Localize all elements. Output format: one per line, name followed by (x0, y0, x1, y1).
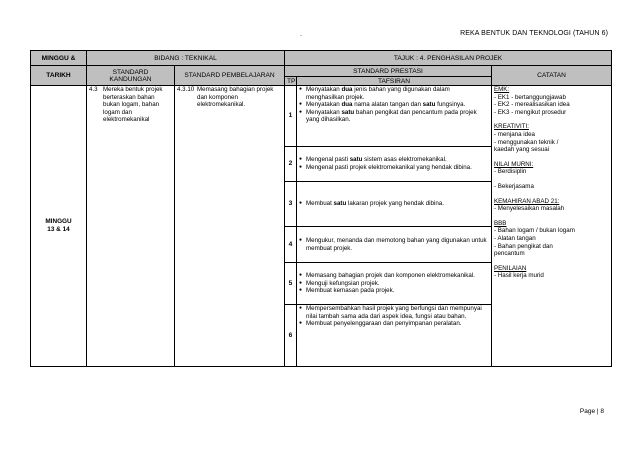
nilai-item: - Berdisiplin (494, 168, 527, 176)
tafsiran-text: nama alatan tangan dan (352, 101, 423, 109)
tafsiran-text: Membuat (306, 200, 334, 208)
bidang-header: BIDANG : TEKNIKAL (87, 51, 285, 66)
standard-kandungan-cell (87, 86, 175, 367)
tafsiran-emphasis: dua (341, 101, 353, 109)
tafsiran-text: bahan pengikat dan pencantum pada projek yang dihasilkan. (306, 108, 477, 124)
tafsiran-item (299, 109, 489, 124)
tp-level: 2 (285, 147, 297, 182)
standard-pembelajaran-header: STANDARD PEMBELAJARAN (175, 66, 285, 86)
tp-level: 3 (285, 182, 297, 227)
emk-title: EMK: (494, 86, 510, 93)
sp-number: 4.3.10 (177, 86, 195, 93)
tafsiran-item (299, 156, 489, 164)
penilaian-item: - Hasil kerja murid (494, 272, 544, 280)
emk-item: - EK2 - merealisasikan idea (494, 101, 570, 109)
page-header-title: REKA BENTUK DAN TEKNOLOGI (TAHUN 6) (460, 30, 608, 37)
penilaian-title: PENILAIAN (494, 264, 527, 272)
tafsiran-emphasis: satu (341, 108, 355, 116)
bbb-title: BBB (494, 219, 507, 227)
minggu-header: MINGGU & (31, 51, 87, 66)
tp-level: 1 (285, 86, 297, 147)
bbb-item: - Bahan pengikat dan (494, 242, 553, 250)
tafsiran-item (299, 164, 489, 172)
tafsiran-text: Memasang bahagian projek dan komponen elektromekanikal. (306, 272, 475, 280)
tafsiran-text: Menyatakan (306, 86, 342, 93)
tafsiran-text: Membuat kemasan pada projek. (306, 287, 395, 295)
tp-level: 5 (285, 263, 297, 305)
tafsiran-text: sistem asas elektromekanikal. (362, 156, 447, 164)
tafsiran-item (299, 237, 489, 252)
tafsiran-text: lakaran projek yang hendak dibina. (346, 200, 444, 208)
tafsiran-text: Menyatakan (306, 101, 342, 109)
tafsiran-cell (297, 263, 492, 305)
tafsiran-text: Mengenal pasti projek elektromekanikal yang hendak dibina. (306, 164, 472, 171)
standard-kandungan-header: STANDARD KANDUNGAN (87, 66, 175, 86)
emk-item: - EK3 - mengikut prosedur (494, 108, 567, 116)
tajuk-header: TAJUK : 4. PENGHASILAN PROJEK (285, 51, 612, 66)
tafsiran-text: fungsinya. (435, 101, 466, 109)
kreativiti-item: kaedah yang sesuai (494, 146, 550, 154)
standard-prestasi-header: STANDARD PRESTASI (285, 66, 492, 77)
lesson-plan-table (30, 50, 612, 367)
tafsiran-cell (297, 86, 492, 147)
standard-pembelajaran-cell (175, 86, 285, 367)
tafsiran-text: Menguji kefungsian projek. (306, 279, 380, 287)
tafsiran-header: TAFSIRAN (297, 77, 492, 86)
sp-text: Memasang bahagian projek dan komponen elektromekanikal. (197, 86, 274, 109)
sk-text: Mereka bentuk projek berteraskan bahan bukan logam, bahan logam dan elektromekanikal (103, 86, 163, 124)
abad-item: - Menyelesaikan masalah (494, 205, 565, 213)
tp-header: TP (285, 77, 297, 86)
tafsiran-item (299, 287, 489, 295)
tafsiran-text: Mengukur, menanda dan memotong bahan yang digunakan untuk membuat projek. (306, 236, 487, 252)
kreativiti-title: KREATIVITI: (494, 123, 529, 131)
tafsiran-item (299, 305, 489, 320)
tafsiran-text: Mengenal pasti (306, 156, 350, 164)
kreativiti-item: - menggunakan teknik / (494, 138, 559, 146)
tafsiran-item (299, 200, 489, 208)
kreativiti-item: - menjana idea (494, 130, 535, 138)
header-dot: - (300, 33, 302, 39)
tafsiran-text: Menyatakan (306, 108, 342, 116)
abad-title: KEMAHIRAN ABAD 21: (494, 197, 560, 205)
bbb-item: - Bahan logam / bukan logam (494, 227, 575, 235)
tafsiran-cell (297, 305, 492, 367)
tafsiran-text: Mempersembahkan hasil projek yang berfungsi dan mempunyai nilai tambah sama ada dari aspek idea, fungsi atau bahan. (306, 305, 482, 320)
bbb-item: pencantum (494, 250, 525, 258)
tafsiran-emphasis: dua (341, 86, 353, 93)
tafsiran-cell (297, 182, 492, 227)
nilai-item: - Bekerjasama (494, 182, 534, 190)
tafsiran-item (299, 101, 489, 109)
tafsiran-item (299, 272, 489, 280)
tafsiran-cell (297, 227, 492, 263)
nilai-title: NILAI MURNI: (494, 160, 534, 168)
minggu-value: MINGGU 13 & 14 (31, 86, 87, 367)
tafsiran-emphasis: satu (422, 101, 436, 109)
tafsiran-emphasis: satu (349, 156, 363, 164)
tp-level: 6 (285, 305, 297, 367)
bbb-item: - Alatan tangan (494, 234, 536, 242)
tafsiran-item (299, 86, 489, 101)
catatan-cell (492, 86, 612, 367)
sk-number: 4.3 (89, 86, 98, 93)
tp-level: 4 (285, 227, 297, 263)
tafsiran-text: jenis bahan yang digunakan dalam menghasilkan projek. (306, 86, 450, 101)
tafsiran-item (299, 320, 489, 328)
tafsiran-cell (297, 147, 492, 182)
page-number: Page | 8 (579, 408, 604, 415)
catatan-header: CATATAN (492, 66, 612, 86)
tafsiran-emphasis: satu (333, 200, 347, 208)
tafsiran-item (299, 280, 489, 288)
tarikh-header: TARIKH (31, 66, 87, 86)
tafsiran-text: Membuat penyelenggaraan dan penyimpanan peralatan. (306, 320, 462, 328)
emk-item: - EK1 - bertanggungjawab (494, 93, 566, 101)
